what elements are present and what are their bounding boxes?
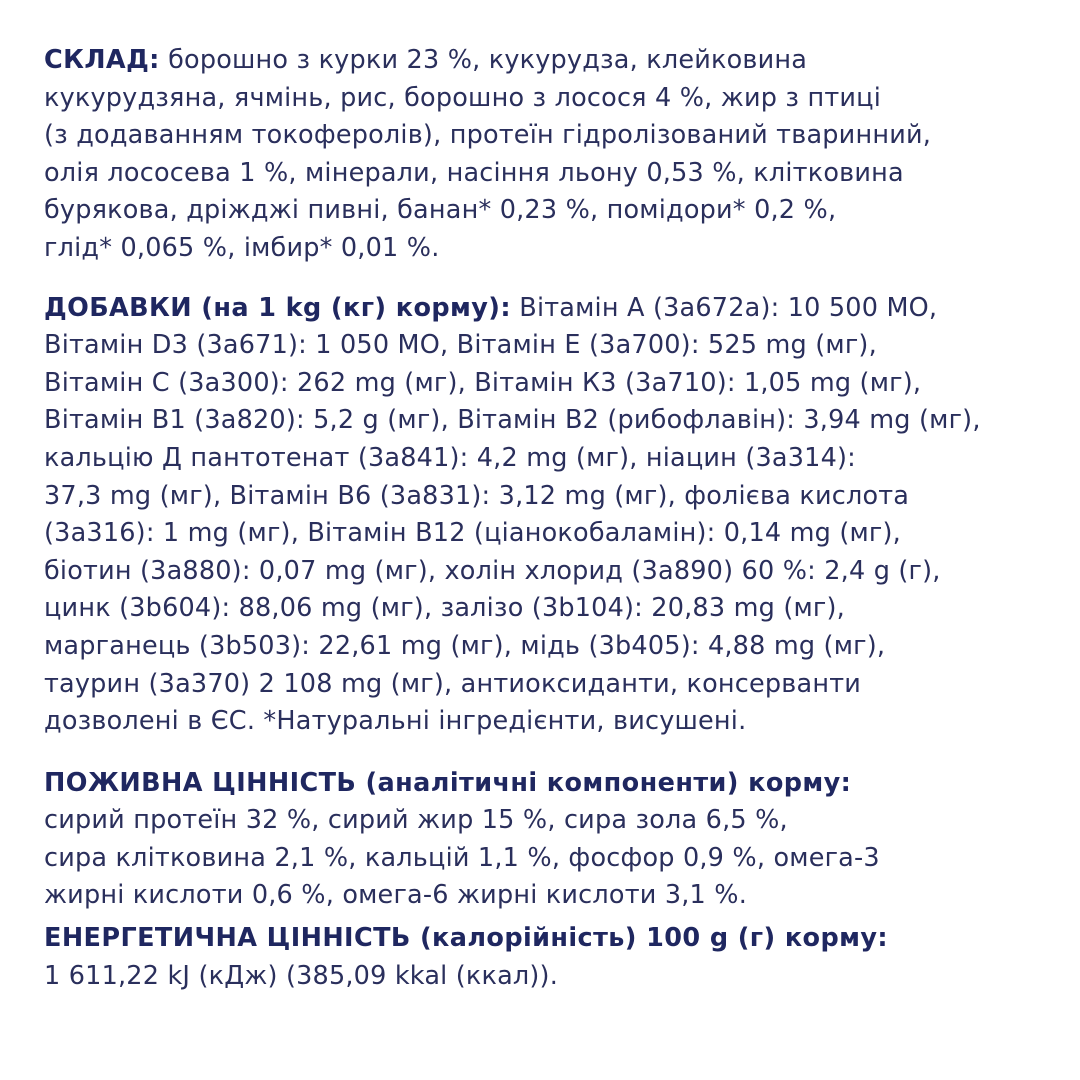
additives-heading: ДОБАВКИ (на 1 kg (кг) корму):	[44, 292, 511, 323]
additives-line-2: Вітамін D3 (3a671): 1 050 МО, Вітамін Е (3a700): 525 mg (мг),	[44, 330, 877, 361]
additives-line-6: 37,3 mg (мг), Вітамін В6 (3a831): 3,12 mg (мг), фолієва кислота	[44, 480, 910, 511]
additives-line-5: кальцію Д пантотенат (3a841): 4,2 mg (мг), ніацин (3a314):	[44, 442, 856, 473]
additives-line-10: марганець (3b503): 22,61 mg (мг), мідь (3b405): 4,88 mg (мг),	[44, 630, 886, 661]
additives-line-1	[44, 290, 1054, 328]
additives-line-7: (3a316): 1 mg (мг), Вітамін В12 (ціанокобаламін): 0,14 mg (мг),	[44, 518, 901, 549]
composition-line-4: олія лососева 1 %, мінерали, насіння льону 0,53 %, клітковина	[44, 157, 904, 188]
nutrition-heading: ПОЖИВНА ЦІННІСТЬ (аналітичні компоненти) корму:	[44, 767, 852, 798]
additives-line-11: таурин (3a370) 2 108 mg (мг), антиоксиданти, консерванти	[44, 668, 862, 699]
energy-section	[44, 920, 1054, 995]
energy-line-1: 1 611,22 kJ (кДж) (385,09 kkal (ккал)).	[44, 960, 559, 991]
additives-line-8: біотин (3a880): 0,07 mg (мг), холін хлорид (3a890) 60 %: 2,4 g (г),	[44, 555, 941, 586]
composition-line-1	[44, 42, 1054, 80]
composition-text: борошно з курки 23 %, кукурудза, клейковина	[159, 45, 808, 75]
additives-section	[44, 290, 1054, 741]
composition-line-5: бурякова, дріжджі пивні, банан* 0,23 %, помідори* 0,2 %,	[44, 195, 837, 226]
additives-line-3: Вітамін С (3a300): 262 mg (мг), Вітамін К3 (3a710): 1,05 mg (мг),	[44, 367, 922, 398]
nutrition-line-3: жирні кислоти 0,6 %, омега-6 жирні кислоти 3,1 %.	[44, 880, 748, 911]
nutrition-line-2: сира клітковина 2,1 %, кальцій 1,1 %, фосфор 0,9 %, омега-3	[44, 842, 880, 873]
additives-line-9: цинк (3b604): 88,06 mg (мг), залізо (3b104): 20,83 mg (мг),	[44, 593, 845, 624]
nutrition-section	[44, 765, 1054, 915]
composition-heading: СКЛАД:	[44, 45, 160, 75]
composition-line-2: кукурудзяна, ячмінь, рис, борошно з лосося 4 %, жир з птиці	[44, 82, 882, 113]
composition-line-3: (з додаванням токоферолів), протеїн гідролізований тваринний,	[44, 120, 932, 151]
additives-line-4: Вітамін В1 (3a820): 5,2 g (мг), Вітамін В2 (рибофлавін): 3,94 mg (мг),	[44, 405, 981, 436]
additives-line-12: дозволені в ЄС. *Натуральні інгредієнти, висушені.	[44, 706, 747, 737]
composition-section	[44, 42, 1054, 268]
energy-heading: ЕНЕРГЕТИЧНА ЦІННІСТЬ (калорійність) 100 g (г) корму:	[44, 923, 888, 954]
additives-text: Вітамін А (3a672a): 10 500 МО,	[510, 292, 938, 323]
composition-line-6: глід* 0,065 %, імбир* 0,01 %.	[44, 232, 440, 263]
nutrition-line-1: сирий протеїн 32 %, сирий жир 15 %, сира зола 6,5 %,	[44, 805, 788, 836]
ingredients-label	[44, 42, 1054, 995]
